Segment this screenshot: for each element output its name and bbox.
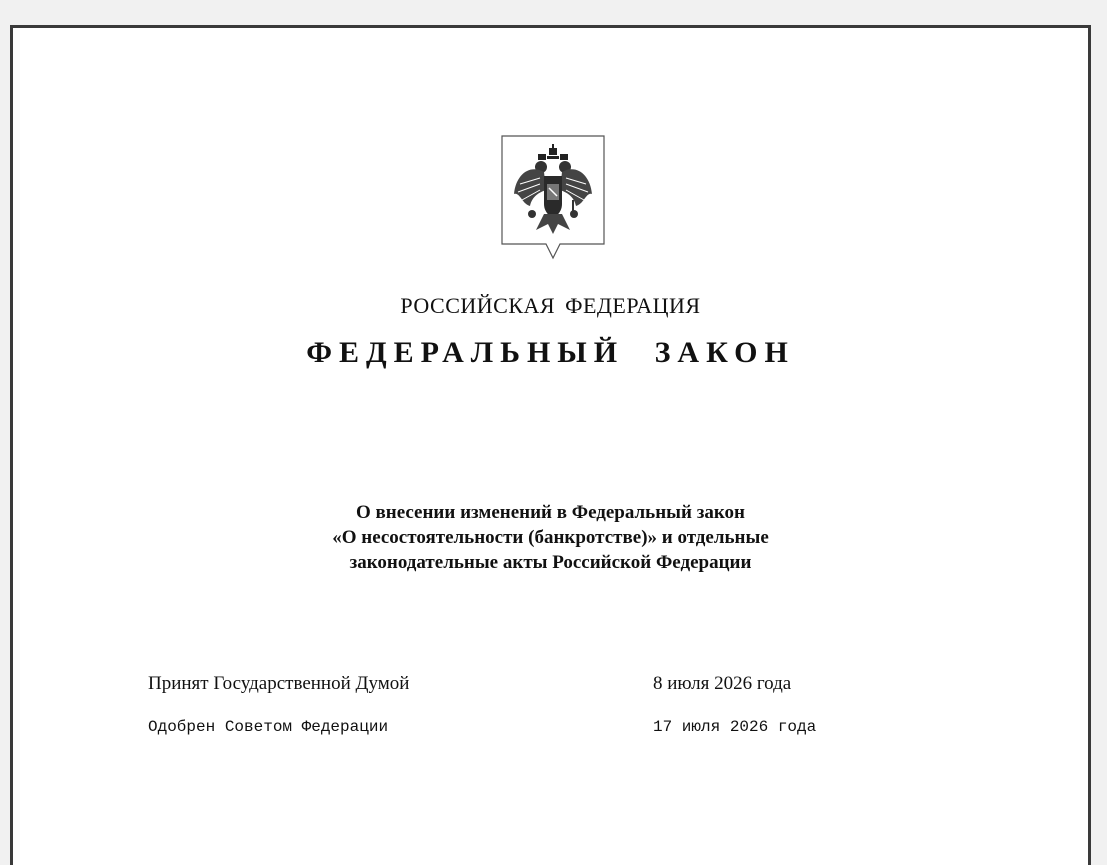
country-name: РОССИЙСКАЯ ФЕДЕРАЦИЯ <box>400 293 701 318</box>
law-title-line: О внесении изменений в Федеральный закон <box>355 502 745 523</box>
sovet-approval-row <box>148 718 908 746</box>
coat-of-arms-icon <box>500 134 606 260</box>
duma-date: 8 июля 2026 года <box>653 673 792 694</box>
law-title-line: «О несостоятельности (банкротстве)» и отдельные <box>332 527 769 548</box>
duma-label: Принят Государственной Думой <box>148 673 410 694</box>
duma-adoption-row <box>148 673 908 701</box>
sovet-date: 17 июля 2026 года <box>653 718 817 736</box>
law-type-heading: ФЕДЕРАЛЬНЫЙ ЗАКОН <box>306 336 795 369</box>
document-page <box>10 25 1091 865</box>
law-title-line: законодательные акты Российской Федерации <box>349 552 752 573</box>
sovet-label: Одобрен Советом Федерации <box>148 718 389 736</box>
law-title <box>13 500 1088 575</box>
